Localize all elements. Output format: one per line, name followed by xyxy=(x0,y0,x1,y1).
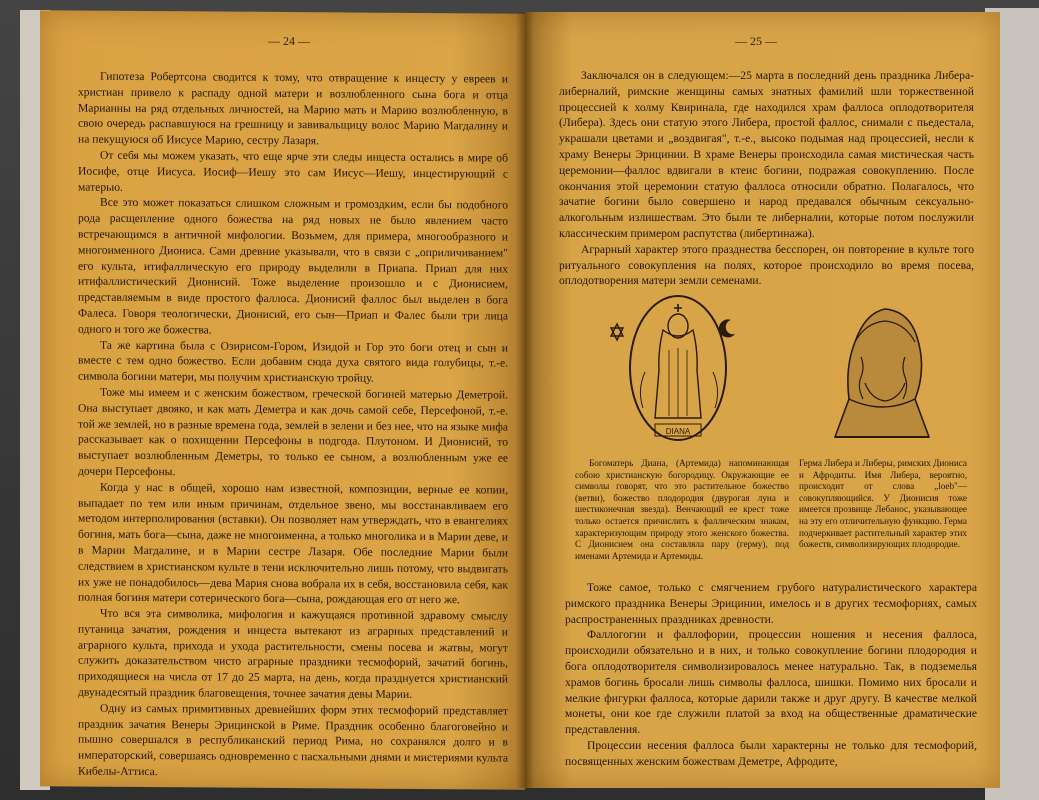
caption-diana: Богоматерь Диана, (Артемида) напоминающая собою христианскую богородицу. Окружающие ее символы говорят, что это растительное божество (ветви), божество плодородия (двурогая луна и шестиконечная звезда). Венчающий ее крест тоже только остается причислить к фаллическим знакам, характеризующим природу этого женского божества. С Дионисием она составляла пару (герму), под именами Артемида и Артемиды. xyxy=(575,458,789,561)
paragraph: Когда у нас в общей, хорошо нам известной, композиции, верные ее копии, выпадает по тем или иным причинам, отдельное звено, мы восстанавливаем его методом интерполирования (вставки). Он позволяет нам утверждать, что в евангелиях богиня, мать бога—сына, даже не многоименна, а только многолика и в Марии деве, и в Марии Магдалине, и в Марии сестре Лазаря. Обе последние Марии были следствием в христианском культе в тени исключительно лишь потому, что выдвигать их уже не понадобилось—дева Мария снова вобрала их в себя, восстановила себя, как полная богиня матери сотерического бога—сына, рождающая его от него же. xyxy=(78,480,508,607)
page-number: — 24 — xyxy=(268,33,310,49)
herm-bust-figure xyxy=(805,287,955,447)
paragraph: Одну из самых примитивных древнейших форм этих тесмофорий представляет праздник зачатия Венеры Эрицинской в Риме. Праздник особенно благоговейно и пышно совершался в республиканский период Рима, но сохранялся долго и в императорский, совершаясь одновременно с пасхальными днями и мистериями культа Кибелы-Аттиса. xyxy=(78,701,508,779)
paragraph: Заключался он в следующем:—25 марта в последний день праздника Либера-либерналий, римские женщины самых знатных фамилий шли торжественной процессией к холму Квиринала, где находился храм фаллоса оплодотворителя (Либера). Здесь они статую этого Либера, простой фаллос, снимали с пьедестала, украшали цветами и „воздвигая", т.-е., высоко подымая над процессией, несли к храму Венеры Эрицинии. В храме Венеры происходила самая мистическая часть церемонии—фаллос вдвигали в ктеис богини, подражая совокуплению. После окончания этой церемонии статую фаллоса относили обратно. Полагалось, что зачатие богини было совершено и народ предавался обычным сексуально-алкогольным излишествам. Это были те либерналии, которые потом послужили классическим примером распутства (либертинажа). xyxy=(559,69,974,240)
paragraph: Та же картина была с Озирисом-Гором, Изидой и Гор это боги отец и сын и вместе с тем одно божество. Если добавим сюда духа святого вида голубицы, т.-е. символа богини матери, мы получим христианскую тройцу. xyxy=(78,338,508,385)
paragraph: От себя мы можем указать, что еще ярче эти следы инцеста остались в мире об Иосифе, отце Иисуса. Иосиф—Иешу это сам Иисус—Иешу, инцестирующий с матерью. xyxy=(78,148,508,194)
paragraph: Фаллогогии и фаллофории, процессии ношения и несения фаллоса, происходили обязательно и в них, и только совокупление богини плодородия и бога оплодотворителя символизировалось менее натурально. Так, в подземелья храмов богинь бросали лишь символы фаллоса, шишки. Помимо них бросали и мелкие фигурки фаллоса, которые дарили также и друг другу. В качестве мелкой монеты, они кое где служили платой за вход на общественные драматические представления. xyxy=(565,628,977,737)
paragraph: Все это может показаться слишком сложным и громоздким, если бы подобного рода расщепление одного божества на ряд новых не было явлением часто встречающимся в античной мифологии. Возьмем, для примера, многообразного и многоименного Диониса. Сами древние указывали, что в связи с „оприличиванием" его культа, итифаллическую его природу выделили в Приапа. Приап для них итифаллистический Дионисий. Тоже выделение произошло и с Дионисием, представляемым в виде простого фаллоса. Дионисий фаллос был выделен в бога Фалеса. Говоря теологически, Дионисий, его сын—Приап и Фалес были три лица одного и того же божества. xyxy=(78,196,508,337)
right-page-body-top xyxy=(559,68,974,289)
left-page xyxy=(40,10,525,789)
paragraph: Гипотеза Робертсона сводится к тому, что отвращение к инцесту у евреев и христиан привело к распаду одной матери и возлюбленного сына бога и отца Марианны на ряд отдельных личностей, на Марию мать и Марию возлюбленную, в свою очередь распавшуюся на грешницу и завивальщицу волос Марию Магдалину и на пекущуюся об Иисусе Марию, сестру Лазаря. xyxy=(78,69,508,148)
book-gutter xyxy=(516,12,534,788)
paragraph: Аграрный характер этого празднества бесспорен, он повторение в культе того ритуального совокупления на полях, которое происходило во время посева, оплодотворения матери земли семенами. xyxy=(559,242,974,288)
paragraph: Тоже самое, только с смягчением грубого натуралистического характера римского праздника Венеры Эрицинии, имелось и в других тесмофориях, самых распространенных праздниках древности. xyxy=(565,581,977,626)
right-page-body-bottom xyxy=(565,580,977,770)
caption-herm: Герма Либера и Либеры, римских Диониса и Афродиты. Имя Либера, вероятно, происходит от слова „loeb"—совокупляющийся. У Дионисия тоже имеется прозвище Лебанос, указывающее на эту его отличительную функцию. Герма подчеркивает растительный характер этих божеств, символизирующих плодородие. xyxy=(799,458,967,550)
six-pointed-star-icon xyxy=(611,324,623,340)
figure-label: DIANA xyxy=(665,427,691,436)
diana-figure xyxy=(603,290,753,450)
paragraph: Тоже мы имеем и с женским божеством, греческой богиней матерью Деметрой. Она выступает двояко, и как мать Деметра и как дочь самой себе, Персефоной, т.-е. той же землей, но в разные времена года, землей в зелени и без нее, что на языке мифа рассказывает как о похищении Персефоны в подгода. Плутоном. И Дионисий, то выступает возлюбленным Деметры, то только ее сыном, а возлюбленным уже ее дочери Персефоны. xyxy=(78,385,508,479)
left-page-body xyxy=(78,69,508,783)
right-page xyxy=(525,12,1000,788)
paragraph: Процессии несения фаллоса были характерны не только для тесмофорий, посвященных женским божествам Деметре, Афродите, xyxy=(565,738,977,768)
page-number: — 25 — xyxy=(735,34,777,48)
paragraph: Что вся эта символика, мифология и кажущаяся противной здравому смыслу путаница зачатия, рождения и инцеста вытекают из аграрных представлений и аграрного культа, прихода и ухода растительности, смены посева и жатвы, могут служить доказательством чисто аграрные праздники тесмофорий, зачатий богинь, приходящиеся на числа от 17 до 25 марта, на день, когда празднуется христианский двунадесятый праздник благовещения, точнее зачатия девы Марии. xyxy=(78,606,508,701)
